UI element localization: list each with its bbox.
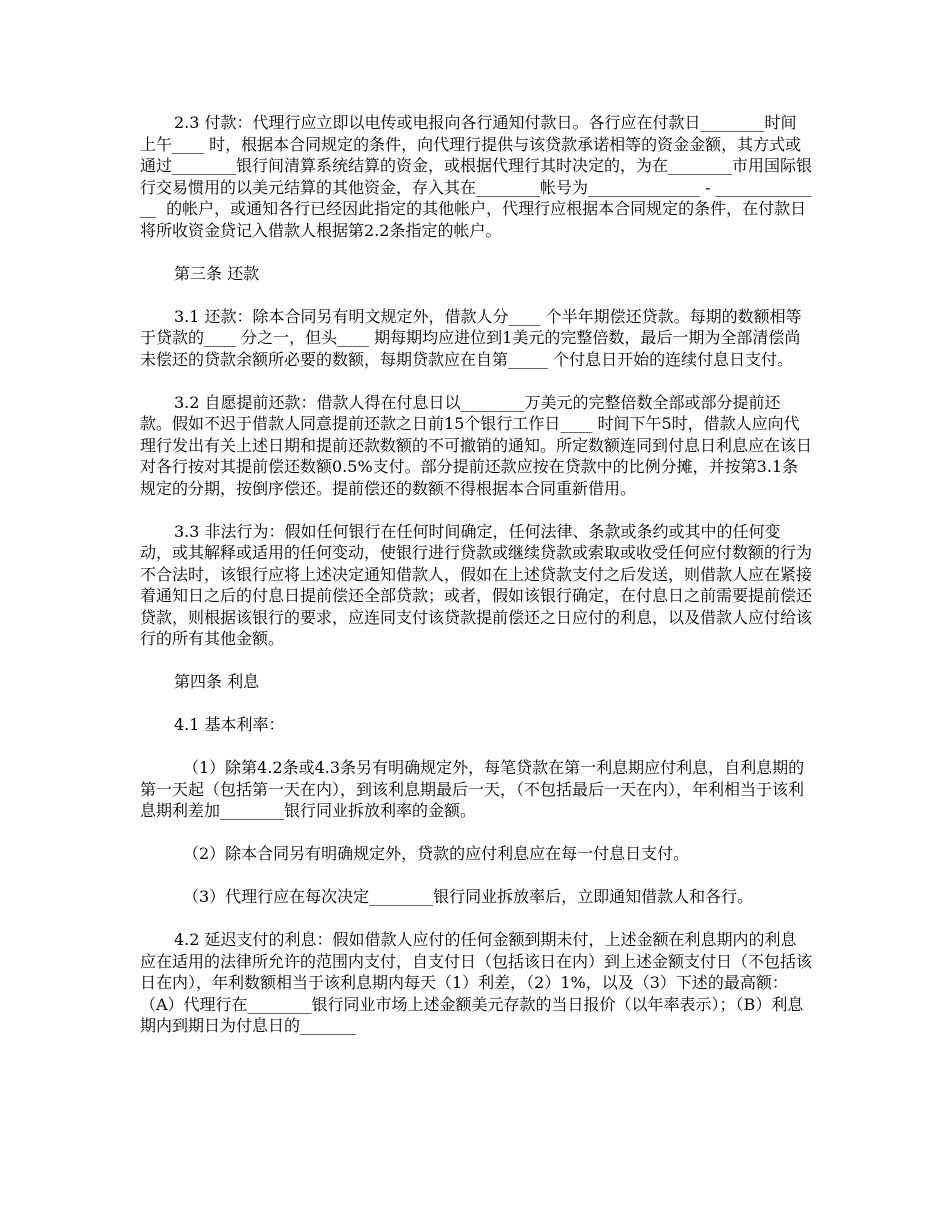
article-4-heading: 第四条 利息 — [174, 672, 260, 691]
clause-2-3-payment: 2.3 付款：代理行应立即以电传或电报向各行通知付款日。各行应在付款日________时间上午____ 时，根据本合同规定的条件，向代理行提供与该贷款承诺相等的资金金额，其方式或通过________银行间清算系统结算的资金，或根据代理行其时决定的，为在________市用国际银行交易惯用的以美元结算的其他资金，存入其在________帐号为______________ - ______________ 的帐户，或通知各行已经因此指定的其他帐户，代理行应根据本合同规定的条件，在付款日将所收资金贷记入借款人根据第2.2条指定的帐户。 — [140, 113, 813, 240]
clause-4-2-late-interest: 4.2 延迟支付的利息：假如借款人应付的任何金额到期未付，上述金额在利息期内的利息应在适用的法律所允许的范围内支付，自支付日（包括该日在内）到上述金额支付日（不包括该日在内），年利数额相当于该利息期内每天（1）利差，（2）1%，以及（3）下述的最高额：（A）代理行在________银行同业市场上述金额美元存款的当日报价（以年率表示）；（B）利息期内到期日为付息日的_______ — [140, 930, 813, 1035]
clause-3-3-illegality: 3.3 非法行为：假如任何银行在任何时间确定，任何法律、条款或条约或其中的任何变动，或其解释或适用的任何变动，使银行进行贷款或继续贷款或索取或收受任何应付数额的行为不合法时，该银行应将上述决定通知借款人，假如在上述贷款支付之后发送，则借款人应在紧接着通知日之后的付息日提前偿还全部贷款；或者，假如该银行确定，在付息日之前需要提前偿还贷款，则根据该银行的要求，应连同支付该贷款提前偿还之日应付的利息，以及借款人应付给该行的所有其他金额。 — [140, 521, 813, 648]
clause-4-1-item-3: （3）代理行应在每次决定________银行同业拆放率后，立即通知借款人和各行。 — [183, 887, 754, 906]
contract-page — [140, 112, 812, 1037]
clause-3-2-voluntary-prepayment: 3.2 自愿提前还款：借款人得在付息日以________万美元的完整倍数全部或部分提前还款。假如不迟于借款人同意提前还款之日前15个银行工作日____ 时间下午5时，借款人应向代理行发出有关上述日期和提前还款数额的不可撤销的通知。所定数额连同到付息日利息应在该日对各行按对其提前偿还数额0.5%支付。部分提前还款应按在贷款中的比例分摊，并按第3.1条规定的分期，按倒序偿还。提前偿还的数额不得根据本合同重新借用。 — [140, 392, 813, 498]
clause-4-1-heading: 4.1 基本利率： — [174, 715, 285, 734]
clause-3-1-repayment: 3.1 还款：除本合同另有明文规定外，借款人分____ 个半年期偿还贷款。每期的数额相等于贷款的____ 分之一，但头____ 期每期均应进位到1美元的完整倍数，最后一期为全部清偿尚未偿还的贷款余额所必要的数额，每期贷款应在自第_____ 个付息日开始的连续付息日支付。 — [140, 306, 802, 369]
clause-4-1-item-1: （1）除第4.2条或4.3条另有明确规定外，每笔贷款在第一利息期应付利息，自利息期的第一天起（包括第一天在内），到该利息期最后一天，（不包括最后一天在内），年利相当于该利息期利差加________银行同业拆放利率的金额。 — [140, 758, 805, 820]
article-3-heading: 第三条 还款 — [174, 263, 260, 283]
clause-4-1-item-2: （2）除本合同另有明确规定外，贷款的应付利息应在每一付息日支付。 — [183, 844, 690, 863]
